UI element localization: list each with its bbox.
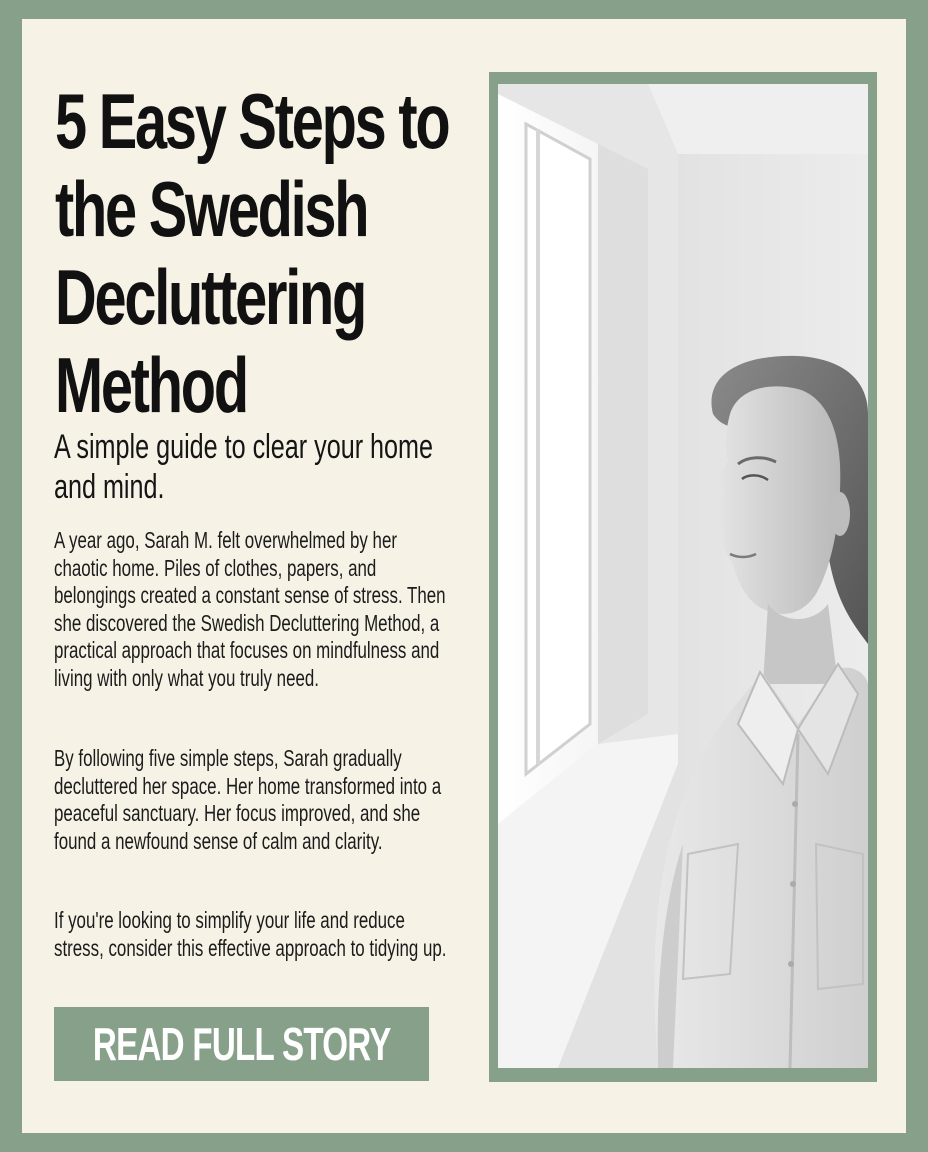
photo-frame [489,72,877,1082]
read-full-story-button[interactable] [54,1007,429,1081]
story-paragraph-1: A year ago, Sarah M. felt overwhelmed by her chaotic home. Piles of clothes, papers, and belongings created a constant sense of stress. Then she discovered the Swedish Decluttering Method, a practical approach that focuses on mindfulness and living with only what you truly need. [54,527,446,691]
read-full-story-label: READ FULL STORY [92,1018,391,1070]
headline: 5 Easy Steps to the Swedish Decluttering Method [55,77,449,429]
photo-illustration [498,84,868,1068]
woman-by-window-photo [498,84,868,1068]
story-paragraph-2: By following five simple steps, Sarah gradually decluttered her space. Her home transformed into a peaceful sanctuary. Her focus improved, and she found a newfound sense of calm and clarity. [54,745,442,854]
subheadline: A simple guide to clear your home and mind. [54,428,434,506]
story-paragraph-3: If you're looking to simplify your life and reduce stress, consider this effective approach to tidying up. [54,907,447,961]
ad-card [22,19,906,1133]
